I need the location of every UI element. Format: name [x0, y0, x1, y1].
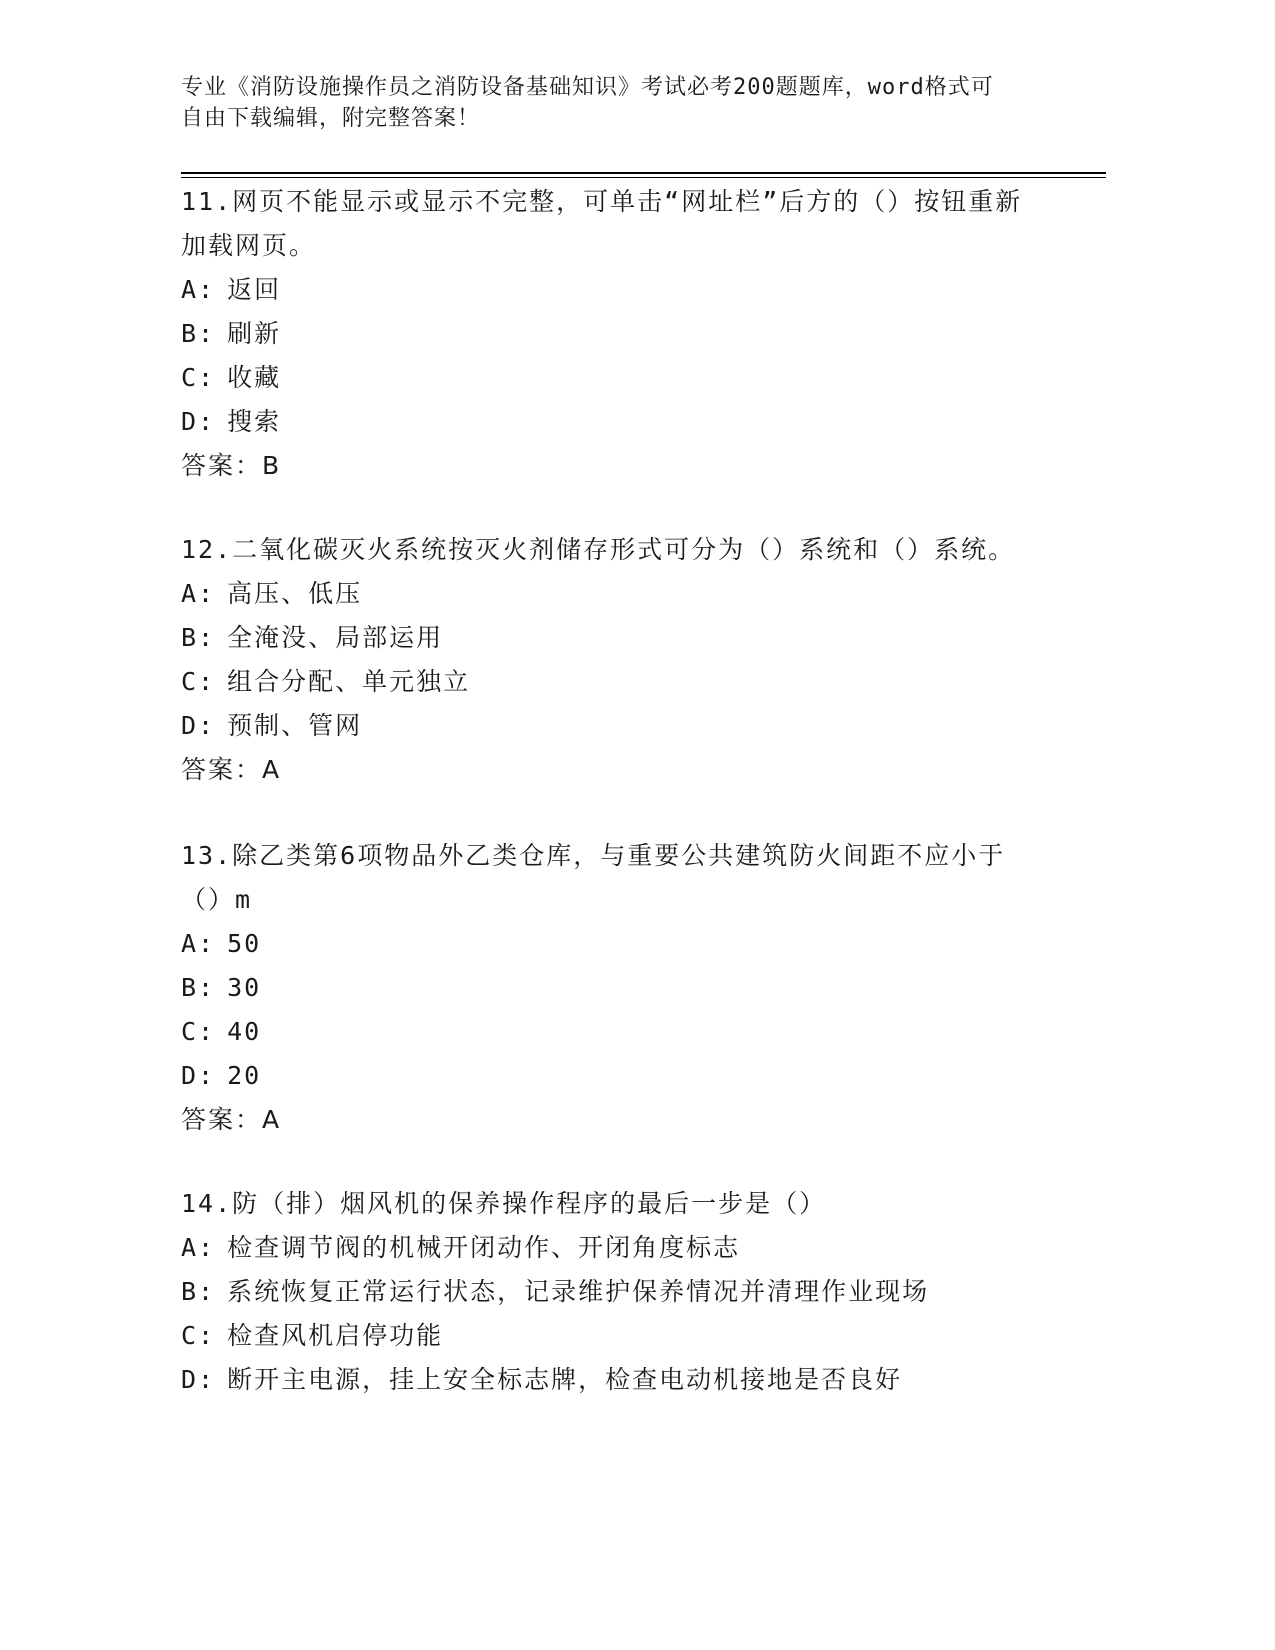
document-header [181, 72, 1041, 134]
option-label: A: [181, 579, 216, 608]
option-label: C: [181, 667, 216, 696]
question-stem: 14.防（排）烟风机的保养操作程序的最后一步是（） [181, 1189, 827, 1218]
option-d [181, 704, 1041, 748]
option-label: B: [181, 319, 216, 348]
header-divider-thick [181, 172, 1106, 174]
option-text: 检查调节阀的机械开闭动作、开闭角度标志 [227, 1233, 741, 1262]
option-label: B: [181, 1277, 216, 1306]
option-label: A: [181, 275, 216, 304]
option-text: 30 [227, 973, 262, 1002]
option-label: C: [181, 1017, 216, 1046]
option-label: D: [181, 711, 216, 740]
option-text: 全淹没、局部运用 [227, 623, 444, 652]
option-text: 检查风机启停功能 [227, 1321, 444, 1350]
question-14 [181, 1182, 1041, 1402]
option-label: D: [181, 1061, 216, 1090]
option-text: 组合分配、单元独立 [227, 667, 471, 696]
option-text: 刷新 [227, 319, 282, 348]
question-stem: 11.网页不能显示或显示不完整，可单击“网址栏”后方的（）按钮重新加载网页。 [181, 187, 1023, 260]
question-stem: 13.除乙类第6项物品外乙类仓库，与重要公共建筑防火间距不应小于（）m [181, 841, 1006, 914]
option-b [181, 1270, 1041, 1314]
option-text: 收藏 [227, 363, 282, 392]
option-label: D: [181, 1365, 216, 1394]
header-line-2: 自由下载编辑，附完整答案！ [181, 106, 481, 131]
option-a [181, 922, 1041, 966]
header-divider-thin [181, 177, 1106, 178]
option-b [181, 966, 1041, 1010]
option-text: 断开主电源，挂上安全标志牌，检查电动机接地是否良好 [227, 1365, 903, 1394]
option-text: 系统恢复正常运行状态，记录维护保养情况并清理作业现场 [227, 1277, 930, 1306]
option-c [181, 1314, 1041, 1358]
answer: 答案：A [181, 1105, 282, 1134]
option-text: 高压、低压 [227, 579, 363, 608]
option-text: 50 [227, 929, 262, 958]
question-12 [181, 528, 1041, 792]
option-text: 搜索 [227, 407, 282, 436]
option-label: C: [181, 363, 216, 392]
option-a [181, 572, 1041, 616]
option-text: 预制、管网 [227, 711, 363, 740]
option-d [181, 1054, 1041, 1098]
option-c [181, 660, 1041, 704]
option-a [181, 1226, 1041, 1270]
option-label: B: [181, 623, 216, 652]
option-text: 返回 [227, 275, 282, 304]
header-line-1: 专业《消防设施操作员之消防设备基础知识》考试必考200题题库，word格式可 [181, 75, 994, 100]
option-a [181, 268, 1041, 312]
option-c [181, 356, 1041, 400]
option-label: D: [181, 407, 216, 436]
question-11 [181, 180, 1041, 488]
option-label: B: [181, 973, 216, 1002]
option-b [181, 616, 1041, 660]
option-b [181, 312, 1041, 356]
option-d [181, 1358, 1041, 1402]
answer: 答案：A [181, 755, 282, 784]
option-label: A: [181, 929, 216, 958]
option-c [181, 1010, 1041, 1054]
option-label: C: [181, 1321, 216, 1350]
option-text: 20 [227, 1061, 262, 1090]
question-stem: 12.二氧化碳灭火系统按灭火剂储存形式可分为（）系统和（）系统。 [181, 535, 1016, 564]
question-13 [181, 834, 1041, 1142]
option-text: 40 [227, 1017, 262, 1046]
option-d [181, 400, 1041, 444]
option-label: A: [181, 1233, 216, 1262]
answer: 答案：B [181, 451, 282, 480]
